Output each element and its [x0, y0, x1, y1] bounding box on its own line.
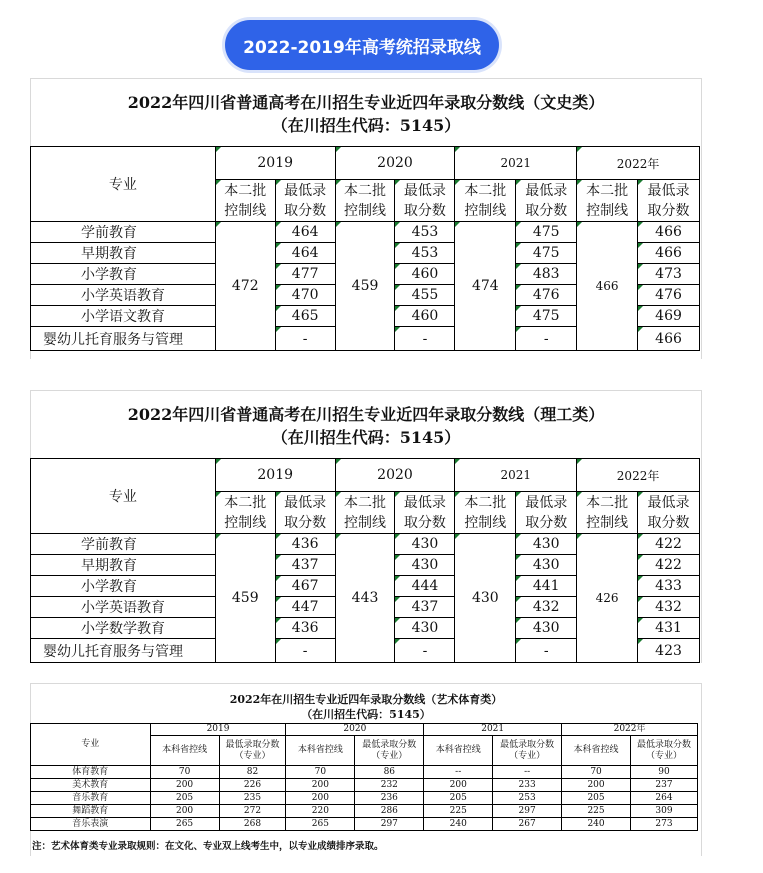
control-line-value: 200 [150, 779, 219, 792]
header-line: 控制线 [464, 202, 507, 219]
control-line-header [215, 180, 275, 222]
control-line-value: 443 [335, 534, 395, 663]
control-line-header [455, 180, 516, 222]
min-score-value: 432 [516, 597, 577, 618]
min-score-value: 465 [275, 306, 335, 327]
header-line: （专业） [234, 750, 271, 761]
control-line-value: 474 [455, 222, 516, 351]
min-score-value: 447 [275, 597, 335, 618]
control-line-value: 265 [286, 818, 355, 831]
header-line: 最低录 [647, 494, 690, 511]
min-score-value: 430 [395, 555, 455, 576]
header-line: 取分数 [525, 202, 568, 219]
header-line: 取分数 [403, 514, 446, 531]
header-line: 本二批 [586, 182, 629, 199]
table-row [31, 805, 698, 818]
min-score-value: 236 [355, 792, 424, 805]
year-header: 2019 [150, 724, 286, 736]
control-line-value: 200 [286, 792, 355, 805]
min-score-value: 436 [275, 618, 335, 639]
min-score-value: 437 [275, 555, 335, 576]
table-row [31, 766, 698, 779]
min-score-header [395, 180, 455, 222]
min-score-header [516, 492, 577, 534]
min-score-value: 466 [638, 222, 700, 243]
control-line-value: 240 [562, 818, 631, 831]
control-line-value: 430 [455, 534, 516, 663]
min-score-value: - [395, 639, 455, 663]
header-line: 本二批 [464, 494, 507, 511]
min-score-value: 233 [493, 779, 562, 792]
major-header: 专业 [31, 459, 216, 534]
major-name: 舞蹈教育 [31, 805, 151, 818]
min-score-value: 237 [631, 779, 698, 792]
major-header: 专业 [31, 724, 151, 766]
major-name: 早期教育 [31, 243, 216, 264]
min-score-header [219, 736, 286, 766]
year-header: 2020 [335, 147, 455, 180]
header-line: 最低录 [647, 182, 690, 199]
header-line: 本二批 [224, 182, 267, 199]
min-score-value: 235 [219, 792, 286, 805]
min-score-value: 460 [395, 306, 455, 327]
major-name: 小学英语教育 [31, 285, 216, 306]
year-header: 2019 [215, 459, 335, 492]
min-score-value: 430 [395, 534, 455, 555]
control-line-value: 200 [424, 779, 493, 792]
header-line: 最低录取分数 [362, 739, 417, 750]
min-score-value: 272 [219, 805, 286, 818]
header-line: 最低录 [284, 494, 327, 511]
min-score-value: 286 [355, 805, 424, 818]
min-score-value: 432 [638, 597, 700, 618]
control-line-header: 本科省控线 [424, 736, 493, 766]
min-score-value: 460 [395, 264, 455, 285]
header-row-years [31, 724, 698, 736]
min-score-value: 267 [493, 818, 562, 831]
header-line: 最低录取分数 [500, 739, 555, 750]
control-line-value: 459 [215, 534, 275, 663]
min-score-header [638, 492, 700, 534]
min-score-value: 430 [516, 534, 577, 555]
header-line: 控制线 [224, 514, 267, 531]
control-line-header [455, 492, 516, 534]
major-name: 早期教育 [31, 555, 216, 576]
table-row [31, 818, 698, 831]
major-name: 音乐教育 [31, 792, 151, 805]
header-line: 控制线 [586, 202, 629, 219]
min-score-value: 470 [275, 285, 335, 306]
min-score-header [493, 736, 562, 766]
major-name: 音乐表演 [31, 818, 151, 831]
min-score-value: 422 [638, 534, 700, 555]
header-row-years [31, 459, 700, 492]
control-line-value: 205 [150, 792, 219, 805]
major-name: 小学数学教育 [31, 618, 216, 639]
major-name: 体育教育 [31, 766, 151, 779]
year-header: 2021 [455, 459, 577, 492]
control-line-header: 本科省控线 [562, 736, 631, 766]
min-score-value: 82 [219, 766, 286, 779]
min-score-value: 423 [638, 639, 700, 663]
header-line: 控制线 [464, 514, 507, 531]
min-score-value: 453 [395, 243, 455, 264]
min-score-value: 444 [395, 576, 455, 597]
header-line: 取分数 [284, 202, 327, 219]
min-score-header [275, 492, 335, 534]
header-line: 控制线 [344, 514, 387, 531]
control-line-value: 200 [562, 779, 631, 792]
header-line: 最低录取分数 [225, 739, 280, 750]
min-score-value: 476 [516, 285, 577, 306]
min-score-header [516, 180, 577, 222]
min-score-value: 464 [275, 243, 335, 264]
min-score-value: - [275, 639, 335, 663]
min-score-value: 464 [275, 222, 335, 243]
min-score-value: 422 [638, 555, 700, 576]
min-score-value: 226 [219, 779, 286, 792]
header-line: 取分数 [647, 514, 690, 531]
control-line-value: 265 [150, 818, 219, 831]
min-score-value: 466 [638, 327, 700, 351]
min-score-value: 473 [638, 264, 700, 285]
table-row [31, 534, 700, 555]
min-score-value: 467 [275, 576, 335, 597]
major-name: 小学教育 [31, 576, 216, 597]
min-score-value: 436 [275, 534, 335, 555]
panel-title: 2022年四川省普通高考在川招生专业近四年录取分数线（文史类） [127, 93, 605, 112]
min-score-header [355, 736, 424, 766]
major-name: 小学语文教育 [31, 306, 216, 327]
header-line: 本二批 [586, 494, 629, 511]
year-header: 2020 [286, 724, 424, 736]
year-header: 2019 [215, 147, 335, 180]
control-line-header [335, 492, 395, 534]
header-line: 取分数 [647, 202, 690, 219]
major-name: 小学英语教育 [31, 597, 216, 618]
major-name: 小学教育 [31, 264, 216, 285]
control-line-value: 225 [562, 805, 631, 818]
header-line: （专业） [645, 750, 682, 761]
header-line: 最低录 [525, 494, 568, 511]
control-line-value: 472 [215, 222, 275, 351]
header-line: （专业） [371, 750, 408, 761]
header-line: 本二批 [464, 182, 507, 199]
min-score-value: - [516, 327, 577, 351]
min-score-value: -- [493, 766, 562, 779]
control-line-header [577, 180, 638, 222]
control-line-header: 本科省控线 [150, 736, 219, 766]
year-header: 2021 [455, 147, 577, 180]
control-line-value: 466 [577, 222, 638, 351]
control-line-value: 459 [335, 222, 395, 351]
header-line: 本二批 [344, 182, 387, 199]
admission-note: 注：艺术体育类专业录取规则：在文化、专业双上线考生中，以专业成绩排序录取。 [32, 841, 384, 852]
control-line-header [577, 492, 638, 534]
control-line-value: 225 [424, 805, 493, 818]
min-score-value: 86 [355, 766, 424, 779]
min-score-value: 441 [516, 576, 577, 597]
min-score-header [631, 736, 698, 766]
min-score-value: 297 [493, 805, 562, 818]
header-line: 控制线 [586, 514, 629, 531]
min-score-value: 264 [631, 792, 698, 805]
control-line-value: 240 [424, 818, 493, 831]
min-score-value: 469 [638, 306, 700, 327]
major-name: 学前教育 [31, 534, 216, 555]
min-score-value: 466 [638, 243, 700, 264]
min-score-value: 232 [355, 779, 424, 792]
major-name: 婴幼儿托育服务与管理 [31, 327, 216, 351]
table-row [31, 779, 698, 792]
year-header: 2022年 [577, 459, 700, 492]
min-score-value: 253 [493, 792, 562, 805]
min-score-value: 430 [516, 555, 577, 576]
year-header: 2022年 [577, 147, 700, 180]
page-banner: 2022-2019年高考统招录取线 [225, 20, 499, 70]
control-line-header [335, 180, 395, 222]
min-score-value: 455 [395, 285, 455, 306]
panel-code: （在川招生代码：5145） [301, 708, 431, 721]
control-line-value: 200 [150, 805, 219, 818]
min-score-value: 273 [631, 818, 698, 831]
header-line: 控制线 [224, 202, 267, 219]
header-line: 本二批 [224, 494, 267, 511]
control-line-value: 426 [577, 534, 638, 663]
min-score-value: 475 [516, 306, 577, 327]
science-table [30, 458, 700, 663]
header-line: 最低录 [403, 182, 446, 199]
table-row [31, 222, 700, 243]
major-name: 美术教育 [31, 779, 151, 792]
arts-sports-table [30, 723, 698, 831]
year-header: 2022年 [562, 724, 698, 736]
header-row-years [31, 147, 700, 180]
control-line-header: 本科省控线 [286, 736, 355, 766]
major-header: 专业 [31, 147, 216, 222]
min-score-value: 483 [516, 264, 577, 285]
panel-title: 2022年在川招生专业近四年录取分数线（艺术体育类） [229, 693, 503, 706]
major-name: 学前教育 [31, 222, 216, 243]
panel-title: 2022年四川省普通高考在川招生专业近四年录取分数线（理工类） [127, 405, 605, 424]
header-line: 取分数 [284, 514, 327, 531]
min-score-header [638, 180, 700, 222]
min-score-value: 453 [395, 222, 455, 243]
min-score-value: 437 [395, 597, 455, 618]
min-score-header [395, 492, 455, 534]
min-score-value: 309 [631, 805, 698, 818]
control-line-value: 220 [286, 805, 355, 818]
header-line: 取分数 [403, 202, 446, 219]
min-score-header [275, 180, 335, 222]
header-line: 本二批 [344, 494, 387, 511]
control-line-value: 70 [562, 766, 631, 779]
min-score-value: - [275, 327, 335, 351]
panel-code: （在川招生代码：5145） [271, 428, 461, 447]
control-line-value: -- [424, 766, 493, 779]
min-score-value: 475 [516, 222, 577, 243]
min-score-value: - [516, 639, 577, 663]
min-score-value: 431 [638, 618, 700, 639]
header-line: 最低录 [284, 182, 327, 199]
min-score-value: 475 [516, 243, 577, 264]
min-score-value: - [395, 327, 455, 351]
control-line-value: 205 [562, 792, 631, 805]
control-line-value: 70 [286, 766, 355, 779]
header-line: 最低录取分数 [636, 739, 691, 750]
min-score-value: 477 [275, 264, 335, 285]
min-score-value: 297 [355, 818, 424, 831]
control-line-header [215, 492, 275, 534]
min-score-value: 476 [638, 285, 700, 306]
major-name: 婴幼儿托育服务与管理 [31, 639, 216, 663]
year-header: 2020 [335, 459, 455, 492]
min-score-value: 430 [516, 618, 577, 639]
control-line-value: 205 [424, 792, 493, 805]
control-line-value: 200 [286, 779, 355, 792]
header-line: 最低录 [403, 494, 446, 511]
min-score-value: 433 [638, 576, 700, 597]
year-header: 2021 [424, 724, 562, 736]
min-score-value: 430 [395, 618, 455, 639]
min-score-value: 90 [631, 766, 698, 779]
liberal-arts-table [30, 146, 700, 351]
table-row [31, 792, 698, 805]
min-score-value: 268 [219, 818, 286, 831]
control-line-value: 70 [150, 766, 219, 779]
header-line: 最低录 [525, 182, 568, 199]
header-line: （专业） [509, 750, 546, 761]
header-line: 取分数 [525, 514, 568, 531]
panel-code: （在川招生代码：5145） [271, 116, 461, 135]
header-line: 控制线 [344, 202, 387, 219]
